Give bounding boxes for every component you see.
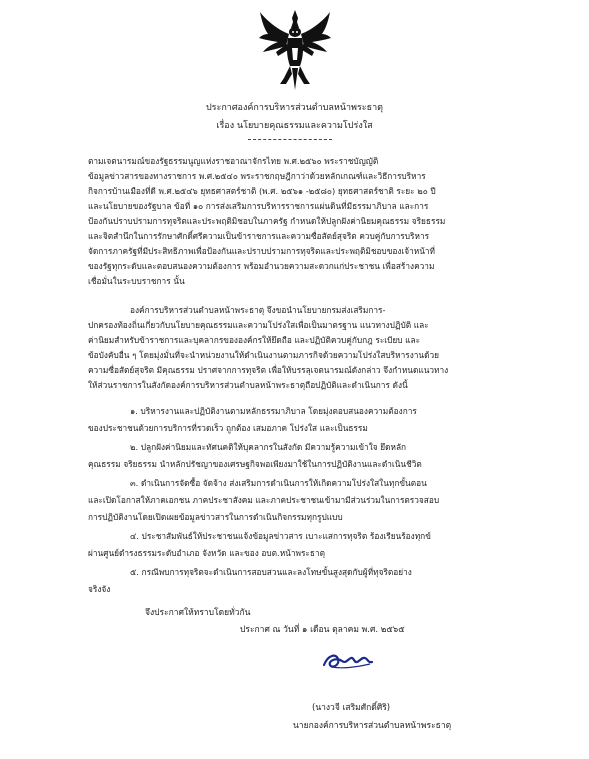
intro-line: และจิตสำนึกในการรักษาศักดิ์ศรีความเป็นข้าราชการและความซื่อสัตย์สุจริต ควบคู่กับการบริหาร: [88, 231, 430, 241]
policy-items: [88, 403, 518, 598]
garuda-emblem: [256, 8, 334, 92]
intro-line: ข้อมูลข่าวสารของทางราชการ พ.ศ.๒๕๔๐ พระราชกฤษฎีกาว่าด้วยหลักเกณฑ์และวิธีการบริหาร: [88, 171, 426, 181]
policy-item-2: ๒. ปลูกฝังค่านิยมและทัศนคติให้บุคลากรในสังกัด มีความรู้ความเข้าใจ ยึดหลัก: [130, 442, 407, 452]
header-divider: [248, 139, 332, 140]
intro-line: ป้องกันปราบปรามการทุจริตและประพฤติมิชอบในภาครัฐ กำหนดให้ปลูกฝังค่านิยมคุณธรรม จริยธรรม: [88, 216, 446, 226]
policy-item-1-cont: ของประชาชนด้วยการบริการที่รวดเร็ว ถูกต้อง เสมอภาค โปร่งใส และเป็นธรรม: [88, 423, 368, 433]
policy-line: องค์การบริหารส่วนตำบลหน้าพระธาตุ จึงขอนำนโยบายกรมส่งเสริมการ-: [130, 305, 386, 315]
announcement-date: ประกาศ ณ วันที่ ๑ เดือน ตุลาคม พ.ศ. ๒๕๖๕: [240, 625, 405, 635]
signatory-position: นายกองค์การบริหารส่วนตำบลหน้าพระธาตุ: [293, 721, 452, 731]
policy-item-4: ๔. ประชาสัมพันธ์ให้ประชาชนแจ้งข้อมูลข่าวสาร เบาะแสการทุจริต ร้องเรียนร้องทุกข์: [130, 531, 431, 541]
policy-line: ค่านิยมสำหรับข้าราชการและบุคลากรขององค์กรให้ยึดถือ และปฏิบัติควบคู่กับกฎ ระเบียบ และ: [88, 335, 421, 345]
intro-line: กิจการบ้านเมืองที่ดี พ.ศ.๒๕๔๖ ยุทธศาสตร์ชาติ (พ.ศ. ๒๕๖๑ -๒๕๘๐) ยุทธศาสตร์ชาติ ระยะ ๒๐ ปี: [88, 186, 436, 196]
policy-item-4-cont: ผ่านศูนย์ดำรงธรรมระดับอำเภอ จังหวัด และของ อบต.หน้าพระธาตุ: [88, 548, 325, 558]
policy-line: ความซื่อสัตย์สุจริต มีคุณธรรม ปราศจากการทุจริต เพื่อให้บรรลุเจตนารมณ์ดังกล่าว จึงกำหนดแนวทาง: [88, 365, 449, 375]
policy-item-3: ๓. ดำเนินการจัดซื้อ จัดจ้าง ส่งเสริมการดำเนินการให้เกิดความโปร่งใสในทุกขั้นตอน: [130, 478, 427, 488]
intro-line: ของรัฐทุกระดับและตอบสนองความต้องการ พร้อมอำนวยความสะดวกแก่ประชาชน เพื่อสร้างความ: [88, 261, 435, 271]
signature: [318, 645, 378, 675]
policy-item-2-cont: คุณธรรม จริยธรรม นำหลักปรัชญาของเศรษฐกิจพอเพียงมาใช้ในการปฏิบัติงานและดำเนินชีวิต: [88, 459, 422, 469]
policy-line: ให้ส่วนราชการในสังกัดองค์การบริหารส่วนตำบลหน้าพระธาตุถือปฏิบัติและดำเนินการ ดังนี้: [88, 380, 408, 390]
policy-paragraph: [88, 303, 518, 393]
policy-line: ปกครองท้องถิ่นเกี่ยวกับนโยบายคุณธรรมและความโปร่งใสเพื่อเป็นมาตรฐาน แนวทางปฏิบัติ และ: [88, 320, 429, 330]
policy-item-1: ๑. บริหารงานและปฏิบัติงานตามหลักธรรมาภิบาล โดยมุ่งตอบสนองความต้องการ: [130, 406, 417, 416]
announcement-subject: เรื่อง นโยบายคุณธรรมและความโปร่งใส: [216, 121, 373, 131]
signatory-name: (นางวจี เสริมศักดิ์ศิริ): [312, 703, 391, 713]
closing-announce: จึงประกาศให้ทราบโดยทั่วกัน: [145, 608, 251, 618]
policy-item-5-cont: จริงจัง: [88, 584, 111, 594]
policy-item-3-cont: การปฏิบัติงานโดยเปิดเผยข้อมูลข่าวสารในการดำเนินกิจกรรมทุกรูปแบบ: [88, 512, 343, 522]
policy-line: ข้อบังคับอื่น ๆ โดยมุ่งมั่นที่จะนำหน่วยงานให้ดำเนินงานตามภารกิจด้วยความโปร่งใสบริหารงานด้วย: [88, 350, 440, 360]
intro-line: จัดการภาครัฐที่มีประสิทธิภาพเพื่อป้องกันและปราบปรามการทุจริตและประพฤติมิชอบของเจ้าหน้าที่: [88, 246, 436, 256]
policy-item-5: ๕. กรณีพบการทุจริตจะดำเนินการสอบสวนและลงโทษขั้นสูงสุดกับผู้ที่ทุจริตอย่าง: [130, 567, 412, 577]
intro-line: ตามเจตนารมณ์ของรัฐธรรมนูญแห่งราชอาณาจักรไทย พ.ศ.๒๕๖๐ พระราชบัญญัติ: [88, 156, 379, 166]
intro-paragraph: [88, 154, 518, 289]
announcement-issuer: ประกาศองค์การบริหารส่วนตำบลหน้าพระธาตุ: [205, 103, 384, 113]
intro-line: และนโยบายของรัฐบาล ข้อที่ ๑๐ การส่งเสริมการบริหารราชการแผ่นดินที่มีธรรมาภิบาล และการ: [88, 201, 429, 211]
policy-item-3-cont: และเปิดโอกาสให้ภาคเอกชน ภาคประชาสังคม และภาคประชาชนเข้ามามีส่วนร่วมในการตรวจสอบ: [88, 495, 440, 505]
intro-line: เชื่อมั่นในระบบราชการ นั้น: [88, 276, 185, 286]
